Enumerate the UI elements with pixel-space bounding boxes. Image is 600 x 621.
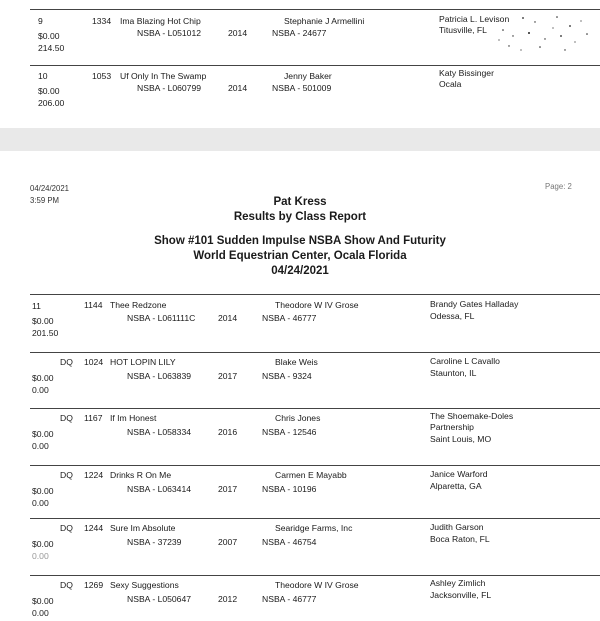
horse-registration: NSBA - L058334 <box>127 427 192 437</box>
amount: $0.00 <box>32 316 54 326</box>
horse-registration: NSBA - L061111C <box>127 313 196 323</box>
amount: $0.00 <box>38 31 60 41</box>
row-divider <box>30 408 600 409</box>
owner-line: Brandy Gates Halladay <box>430 299 519 309</box>
amount: $0.00 <box>32 486 54 496</box>
owner-line: Katy Bissinger <box>439 68 494 78</box>
rider-name: Stephanie J Armellini <box>284 16 365 26</box>
foal-year: 2017 <box>218 484 238 494</box>
row-divider <box>30 65 600 66</box>
rider-name: Blake Weis <box>275 357 318 367</box>
rider-registration: NSBA - 501009 <box>272 83 332 93</box>
owner-line: Patricia L. Levison <box>439 14 510 24</box>
row-divider <box>30 352 600 353</box>
rider-registration: NSBA - 46754 <box>262 537 317 547</box>
foal-year: 2014 <box>218 313 238 323</box>
owner-line: Saint Louis, MO <box>430 434 492 444</box>
place: 10 <box>38 71 48 81</box>
horse-registration: NSBA - L050647 <box>127 594 192 604</box>
place: DQ <box>60 357 73 367</box>
back-number: 1024 <box>84 357 104 367</box>
points: 0.00 <box>32 498 49 508</box>
owner-line: Caroline L Cavallo <box>430 356 500 366</box>
amount: $0.00 <box>32 373 54 383</box>
show-name: Show #101 Sudden Impulse NSBA Show And Futurity <box>154 235 446 247</box>
points: 0.00 <box>32 441 49 451</box>
show-venue: World Equestrian Center, Ocala Florida <box>193 250 407 262</box>
rider-registration: NSBA - 12546 <box>262 427 317 437</box>
foal-year: 2016 <box>218 427 238 437</box>
foal-year: 2014 <box>228 83 248 93</box>
rider-name: Theodore W IV Grose <box>275 300 359 310</box>
owner-line: Judith Garson <box>430 522 484 532</box>
rider-registration: NSBA - 10196 <box>262 484 317 494</box>
horse-name: Ima Blazing Hot Chip <box>120 16 201 26</box>
owner-line: Staunton, IL <box>430 368 477 378</box>
rider-registration: NSBA - 46777 <box>262 594 317 604</box>
report-time: 3:59 PM <box>30 196 60 205</box>
row-divider <box>30 9 600 10</box>
horse-name: Uf Only In The Swamp <box>120 71 207 81</box>
back-number: 1053 <box>92 71 112 81</box>
points: 214.50 <box>38 43 65 53</box>
owner-line: Odessa, FL <box>430 311 475 321</box>
horse-name: Sure Im Absolute <box>110 523 176 533</box>
place: 9 <box>38 16 43 26</box>
rider-name: Jenny Baker <box>284 71 332 81</box>
amount: $0.00 <box>32 596 54 606</box>
back-number: 1144 <box>84 300 103 310</box>
back-number: 1269 <box>84 580 104 590</box>
foal-year: 2017 <box>218 371 238 381</box>
report-page-1 <box>0 0 600 128</box>
amount: $0.00 <box>38 86 60 96</box>
foal-year: 2014 <box>228 28 248 38</box>
rider-name: Carmen E Mayabb <box>275 470 347 480</box>
rider-name: Chris Jones <box>275 413 321 423</box>
horse-registration: NSBA - L060799 <box>137 83 202 93</box>
report-title: Results by Class Report <box>233 211 367 223</box>
rider-name: Searidge Farms, Inc <box>275 523 353 533</box>
rider-registration: NSBA - 46777 <box>262 313 317 323</box>
points: 0.00 <box>32 551 49 561</box>
page-number: Page: 2 <box>545 182 572 191</box>
owner-line: Partnership <box>430 422 474 432</box>
back-number: 1224 <box>84 470 104 480</box>
owner-line: Boca Raton, FL <box>430 534 490 544</box>
points: 206.00 <box>38 98 65 108</box>
owner-line: Jacksonville, FL <box>430 590 492 600</box>
row-divider <box>30 575 600 576</box>
owner-line: The Shoemake-Doles <box>430 411 514 421</box>
horse-registration: NSBA - L051012 <box>137 28 202 38</box>
place: 11 <box>32 301 41 311</box>
foal-year: 2007 <box>218 537 238 547</box>
report-owner: Pat Kress <box>273 196 327 208</box>
points: 0.00 <box>32 608 49 618</box>
horse-name: Thee Redzone <box>110 300 167 310</box>
back-number: 1334 <box>92 16 112 26</box>
amount: $0.00 <box>32 429 54 439</box>
horse-name: Sexy Suggestions <box>110 580 179 590</box>
row-divider <box>30 518 600 519</box>
report-date: 04/24/2021 <box>30 184 70 193</box>
show-date: 04/24/2021 <box>271 265 329 277</box>
place: DQ <box>60 413 73 423</box>
report-page-2 <box>0 151 600 621</box>
horse-registration: NSBA - L063839 <box>127 371 192 381</box>
horse-registration: NSBA - L063414 <box>127 484 192 494</box>
horse-registration: NSBA - 37239 <box>127 537 182 547</box>
back-number: 1244 <box>84 523 104 533</box>
owner-line: Ashley Zimlich <box>430 578 486 588</box>
row-divider <box>30 294 600 295</box>
owner-line: Janice Warford <box>430 469 488 479</box>
owner-line: Alparetta, GA <box>430 481 482 491</box>
place: DQ <box>60 470 73 480</box>
place: DQ <box>60 580 73 590</box>
points: 0.00 <box>32 385 49 395</box>
rider-registration: NSBA - 9324 <box>262 371 312 381</box>
rider-name: Theodore W IV Grose <box>275 580 359 590</box>
row-divider <box>30 465 600 466</box>
rider-registration: NSBA - 24677 <box>272 28 327 38</box>
horse-name: HOT LOPIN LILY <box>110 357 176 367</box>
amount: $0.00 <box>32 539 54 549</box>
owner-line: Titusville, FL <box>439 25 487 35</box>
horse-name: If Im Honest <box>110 413 157 423</box>
owner-line: Ocala <box>439 79 462 89</box>
back-number: 1167 <box>84 413 103 423</box>
horse-name: Drinks R On Me <box>110 470 172 480</box>
points: 201.50 <box>32 328 59 338</box>
place: DQ <box>60 523 73 533</box>
scan-noise <box>495 12 595 54</box>
foal-year: 2012 <box>218 594 238 604</box>
